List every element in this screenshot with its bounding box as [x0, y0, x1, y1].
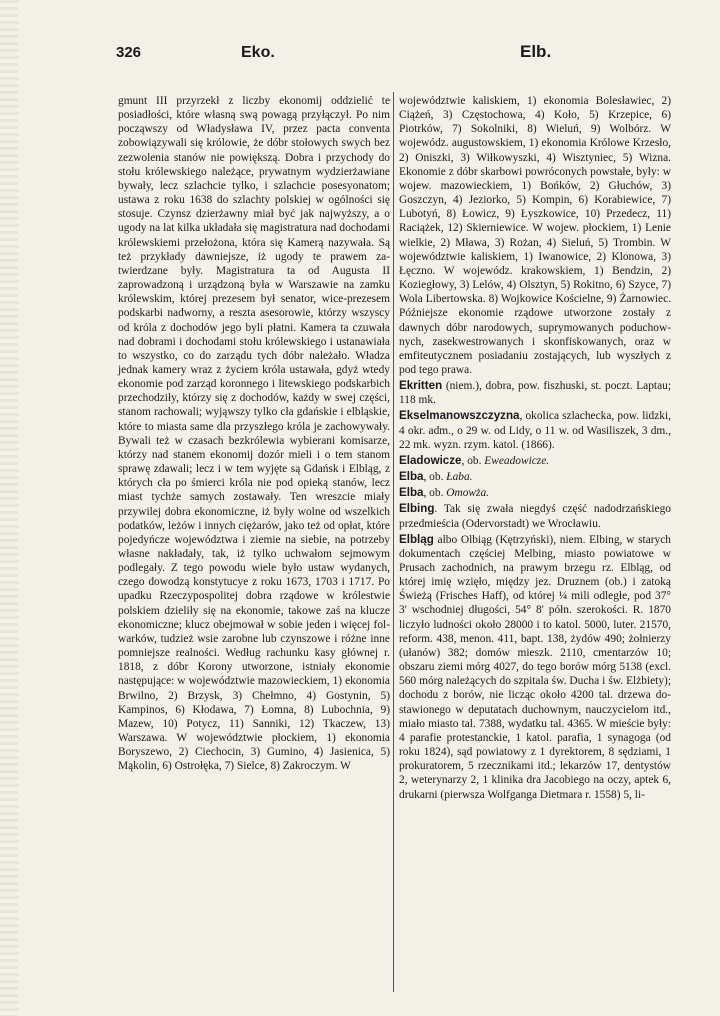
binding-edge	[0, 0, 18, 1016]
entry-headword: Elbląg	[399, 532, 434, 546]
entry-eladowicze	[399, 454, 671, 468]
column-divider	[393, 92, 394, 992]
entry-elba-1	[399, 470, 671, 484]
entry-headword: Ekselmanowszczyzna	[399, 409, 520, 423]
entry-headword: Elba	[399, 486, 424, 500]
entry-reference: Omowża.	[446, 487, 489, 500]
page-number: 326	[116, 44, 142, 61]
entry-body: (niem.), dobra, pow. fiszhuski, st. poczt. Laptau; 118 mk.	[399, 380, 671, 407]
entry-headword: Eladowicze	[399, 453, 462, 467]
entry-body: , ob.	[423, 487, 447, 500]
left-column-text: gmunt III przyrzekł z liczby ekonomij oddzielić te posiadłości, które własną swą powagą przyłączył. Po nim począwszy od Władysława IV, przez pacta conventa zobowiązywali się królowie, że dóbr stołowych swych bez zezwolenia stanów nie powiększą. Dobra i przychody do stołu królewskiego należące, prywatnym wydzierżawiane bywały, lecz szlachcie tylko, i szlachcie posesyonatom; ustawa z roku 1638 do szlachty polskiej w ogólności się stosuje. Czynsz dzierżawny miał być jak najwyższy, a o ugody na lat kilka układała się magistratura nad dochodami królewskiemi przełożona, która się Kamerą nazywała. Są też przykłady dawniejsze, iż ugody te prawem zatwierdzane były. Magistratura ta od Augusta II zaprowadzoną i urządzoną była w Warszawie na zamku królewskim, której prezesem był senator, wice-prezesem podskarbi nadworny, a reszta asesorowie, którzy wszyscy od króla z dochodów jego byli płatni. Kamera ta czuwała nad dobrami i dochodami stołu królewskiego i ustanawiała to wszystko, co do zarządu tych dóbr należało. Władza jednak kamery wraz z życiem króla ustawała, gdyż wtedy ekonomie pod zarząd koronnego i litewskiego podskarbich przechodziły, którzy się z dochodów, każdy w swej części, stanom rachowali; wyjąwszy tylko cła gdańskie i elbląskie, które to miasta same dla przyszłego króla je zachowywały. Bywali też w czasach bezkrólewia wybierani komisarze, którzy nad stanem ekonomij dozór mieli i o tem stanom sprawę zdawali; lecz i w tem wyjęte są Gdańsk i Elbląg, z których cła po śmierci króla nie pod opieką stanów, lecz miast tychże samych zostawały. Ten wreszcie miały przywilej dobra ekonomiczne, iż były wolne od wszelkich podatków, leżów i innych ciężarów, jako też od opłat, które pojedyńcze województwa i ziemie na siebie, na potrzeby własne nakładały, tak, iż tylko uchwałom sejmowym podlegały. Z tego powodu wiele było ustaw wydanych, czego dowodzą konstytucye z roku 1673, 1703 i 1717. Po upadku Rzeczypospolitej dobra rządowe w królestwie polskiem dzieliły się na ekonomie, takowe zaś na klucze ekonomiczne; klucz obejmował w sobie jeden i więcej folwarków, tudzież wsie zarobne lub czynszowe i różne inne pomniejsze realności. Według rachunku kasy głównej r. 1818, z dóbr Korony utworzone, istniały ekonomie następujące: w województwie mazowieckiem, 1) ekonomia Brwilno, 2) Brzysk, 3) Chełmno, 4) Gostynin, 5) Kampinos, 6) Kłodawa, 7) Łomna, 8) Lubochnia, 9) Mazew, 10) Potycz, 11) Sanniki, 12) Tkaczew, 13) Warszawa. W województwie płockiem, 1) ekonomia Boryszewo, 2) Ciechocin, 3) Gumino, 4) Jasienica, 5) Mąkolin, 6) Ostrołęka, 7) Sielce, 8) Zakroczym. W	[118, 95, 390, 773]
entry-body: , okolica szlachecka, pow. lidzki, 4 okr. adm., o 29 w. od Lidy, o 11 w. od Wasiliszek, 3 dm., 22 mk. wyzn. rzym. katol. (1866).	[399, 410, 671, 451]
right-column	[399, 94, 671, 802]
entry-headword: Elba	[399, 470, 424, 484]
entry-body: albo Olbiąg (Kętrzyński), niem. Elbing, w starych dokumentach częściej Melbing, miasto powiatowe w Prusach zachodnich, na prawym brzegu rz. Elbląg, od której imię wzięło, między jez. Druznem (ob.) i zatoką Świeżą (Frisches Haff), od której ¼ mili odległe, pod 37° 3' wschodniej długości, 54° 8' półn. szerokości. R. 1870 liczyło ludności około 28000 i to katol. 5000, luter. 21570, reform. 438, menon. 411, bapt. 138, żydów 490; żołnierzy (ułanów) 382; domów mieszk. 2110, cmentarzów 10; obszaru ziemi mórg 4027, do tego borów mórg 5138 (excl. 560 mórg należących do szpitala św. Ducha i św. Elżbiety); dochodu z borów, nie licząc około 4200 tal. drzewa dostawionego w deputatach duchownym, nauczycielom itd., miało miasto tal. 7388, wydatku tal. 4365. W mieście były: 4 parafie protestanckie, 1 katol. parafia, 1 synagoga (od roku 1824), sąd powiatowy z 1 dyrektorem, 8 sędziami, 1 prokuratorem, 5 rzecznikami itd.; lekarzów 17, dentystów 2, weterynarzy 2, 1 klinika dra Jacobiego na oczy, aptek 6, drukarni (pierwsza Wolfganga Dietmara r. 1558) 5, li-	[399, 533, 671, 801]
entry-reference: Łaba.	[446, 471, 473, 484]
entry-elbing	[399, 502, 671, 530]
header-right-title: Elb.	[520, 42, 552, 61]
entry-body: , ob.	[461, 454, 485, 467]
entry-elblag	[399, 533, 671, 802]
entry-elba-2	[399, 486, 671, 500]
right-column-continuation: województwie kaliskiem, 1) ekonomia Bolesławiec, 2) Ciążeń, 3) Częstochowa, 4) Koło, 5) Krzepice, 6) Piotrków, 7) Sokolniki, 8) Wieluń, 9) Wolbórz. W wojewódz. augustowskiem, 1) ekonomia Królowe Krzesło, 2) Oniszki, 3) Wiłkowyszki, 4) Wisztyniec, 5) Wizna. Ekonomie z dóbr skarbowi powróconych powstałe, były: w wojew. mazowieckiem, 1) Bońków, 2) Głuchów, 3) Goszczyn, 4) Jeziorko, 5) Kompin, 6) Korabiewice, 7) Lubotyń, 8) Łowicz, 9) Łyszkowice, 10) Przedecz, 11) Raciążek, 12) Skierniewice. W wojew. płockiem, 1) Lenie wielkie, 2) Mława, 3) Rożan, 4) Sieluń, 5) Trombin. W województwie kaliskiem, 1) Iwanowice, 2) Klonowa, 3) Łęczno. W wojewódz. krakowskiem, 1) Bendzin, 2) Koziegłowy, 3) Lelów, 4) Olsztyn, 5) Rokitno, 6) Szyce, 7) Wola Libertowska. 8) Wojkowice Kościelne, 9) Żarnowiec. Późniejsze ekonomie rządowe utworzone zostały z dawnych dóbr narodowych, suprymowanych poduchownych, zasekwestrowanych i skonfiskowanych, oraz w emfiteutycznem posiadaniu zostających, lub wyszłych z pod tego prawa.	[399, 95, 671, 376]
header-left-title: Eko.	[241, 44, 275, 61]
entry-body: . Tak się zwała niegdyś część nadodrzańskiego przedmieścia (Odervorstadt) we Wrocławiu.	[399, 503, 671, 530]
entry-headword: Ekritten	[399, 379, 443, 393]
entry-ekselmanowszczyzna	[399, 409, 671, 451]
page-header	[116, 44, 672, 68]
entry-reference: Eweadowicze.	[484, 454, 550, 467]
entry-ekritten	[399, 379, 671, 407]
entry-body: , ob.	[423, 471, 447, 484]
left-column	[118, 94, 390, 774]
entry-headword: Elbing	[399, 502, 435, 516]
